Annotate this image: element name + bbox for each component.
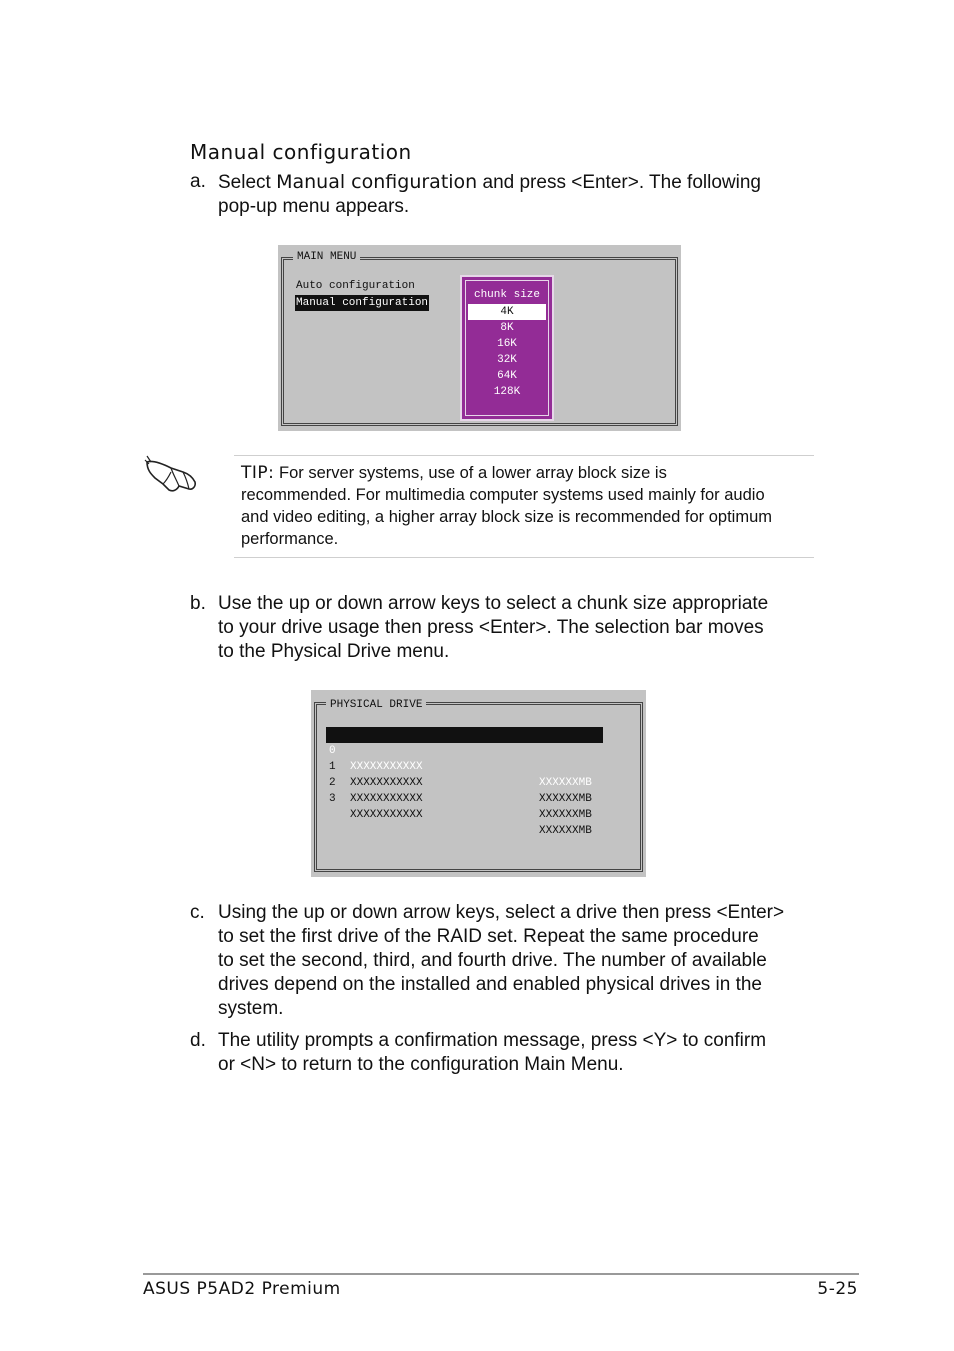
drive-name: XXXXXXXXXXX [350,777,423,789]
step-a-marker: a. [190,171,206,192]
drive-size: XXXXXXMB [539,777,592,789]
tip-line-3: and video editing, a higher array block size is recommended for optimum [241,508,773,526]
physical-drive-screen [311,690,646,877]
drive-row-2[interactable] [326,759,603,821]
menu-item-auto-configuration[interactable]: Auto configuration [296,280,415,292]
step-c-line-3: to set the second, third, and fourth drive. The number of available [218,950,767,971]
step-b-line-2: to your drive usage then press <Enter>. The selection bar moves [218,617,764,638]
step-b-marker: b. [190,593,206,614]
step-a-text [218,170,761,219]
drive-row-3[interactable] [326,775,603,837]
step-c [190,901,830,1023]
drive-name: XXXXXXXXXXX [350,793,423,805]
drive-row-0[interactable] [326,727,603,789]
main-menu-screen [278,245,681,431]
step-d-line-2: or <N> to return to the configuration Main Menu. [218,1054,624,1075]
step-b-line-3: to the Physical Drive menu. [218,641,450,662]
chunk-option-4k-row [462,304,552,320]
drive-index: 0 [329,745,336,757]
step-d [190,1029,830,1079]
tip-top-rule [234,455,814,456]
chunk-option-4k[interactable]: 4K [468,304,546,320]
chunk-option-64k[interactable]: 64K [497,370,517,382]
tip-line-4: performance. [241,530,339,548]
tip-line-2: recommended. For multimedia computer systems used mainly for audio [241,486,765,504]
drive-size: XXXXXXMB [539,825,592,837]
footer-product: ASUS P5AD2 Premium [143,1279,341,1299]
step-b [190,592,830,666]
chunk-size-title: chunk size [473,289,540,301]
drive-size: XXXXXXMB [539,809,592,821]
drive-row-1[interactable] [326,743,603,805]
step-c-line-2: to set the first drive of the RAID set. Repeat the same procedure [218,926,759,947]
step-c-marker: c. [190,902,205,923]
tip-bottom-rule [234,557,814,558]
tip-line-1: For server systems, use of a lower array block size is [278,464,667,482]
main-menu-title: MAIN MENU [293,251,360,264]
step-c-line-5: system. [218,998,284,1019]
step-d-text [218,1029,766,1077]
drive-index: 2 [329,777,336,789]
tip-text [241,462,816,550]
chunk-option-32k[interactable]: 32K [497,354,517,366]
chunk-size-popup [460,275,554,421]
step-c-line-1: Using the up or down arrow keys, select a drive then press <Enter> [218,902,785,923]
section-title: Manual configuration [190,140,412,164]
physical-drive-title: PHYSICAL DRIVE [326,699,426,712]
step-c-line-4: drives depend on the installed and enabled physical drives in the [218,974,762,995]
step-d-marker: d. [190,1030,206,1051]
hand-icon [143,452,199,496]
step-a-ui-term: Manual configuration [276,171,478,193]
drive-index: 1 [329,761,336,773]
menu-item-manual-configuration[interactable]: Manual configuration [296,297,429,309]
step-b-text [218,592,768,664]
step-d-line-1: The utility prompts a confirmation message, press <Y> to confirm [218,1030,767,1051]
drive-size: XXXXXXMB [539,793,592,805]
step-b-line-1: Use the up or down arrow keys to select a chunk size appropriate [218,593,769,614]
drive-name: XXXXXXXXXXX [350,809,423,821]
drive-index: 3 [329,793,336,805]
tip-label: TIP: [241,463,275,483]
step-a-line2: pop-up menu appears. [218,196,410,217]
step-a-after: and press <Enter>. The following [482,172,761,193]
chunk-option-16k[interactable]: 16K [497,338,517,350]
footer-page-number: 5-25 [817,1279,858,1299]
step-a [190,170,830,220]
footer-rule [143,1273,859,1275]
drive-name: XXXXXXXXXXX [350,761,423,773]
chunk-option-128k[interactable]: 128K [493,386,521,398]
step-a-before: Select [218,172,271,193]
chunk-option-8k[interactable]: 8K [500,322,514,334]
step-c-text [218,901,784,1021]
